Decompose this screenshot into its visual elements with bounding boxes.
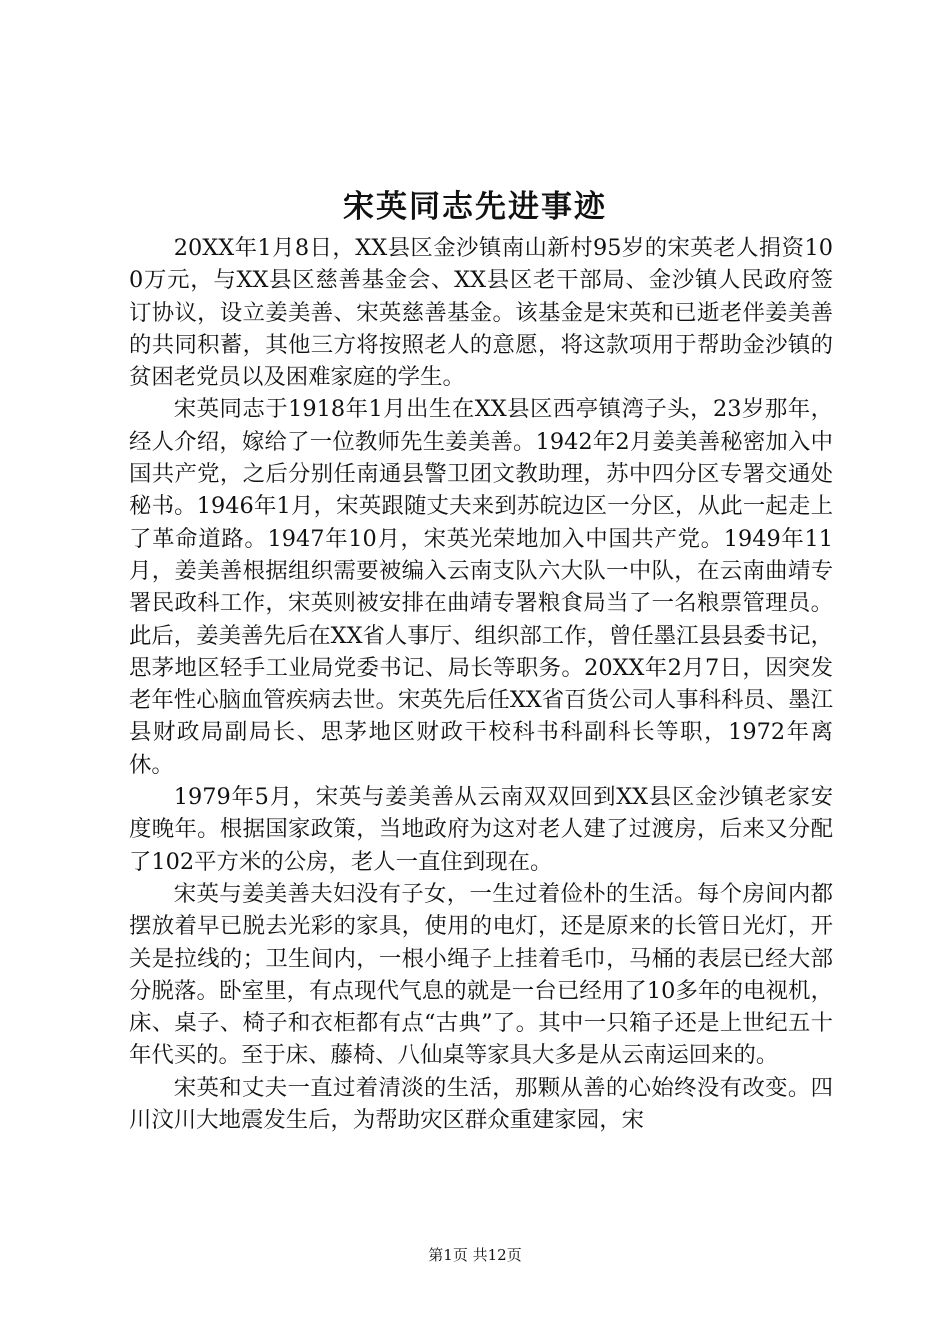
paragraph-3: 1979年5月，宋英与姜美善从云南双双回到XX县区金沙镇老家安度晚年。根据国家政策，当地政府为这对老人建了过渡房，后来又分配了102平方米的公房，老人一直住到现在。 [129,784,833,875]
document-title: 宋英同志先进事迹 [343,189,607,225]
paragraph-4: 宋英与姜美善夫妇没有子女，一生过着俭朴的生活。每个房间内都摆放着早已脱去光彩的家具，使用的电灯，还是原来的长管日光灯，开关是拉线的；卫生间内，一根小绳子上挂着毛巾，马桶的表层已经大部分脱落。卧室里，有点现代气息的就是一台已经用了10多年的电视机，床、桌子、椅子和衣柜都有点“古典”了。其中一只箱子还是上世纪五十年代买的。至于床、藤椅、八仙桌等家具大多是从云南运回来的。 [129,880,833,1069]
paragraph-1: 20XX年1月8日，XX县区金沙镇南山新村95岁的宋英老人捐资100万元，与XX县区慈善基金会、XX县区老干部局、金沙镇人民政府签订协议，设立姜美善、宋英慈善基金。该基金是宋英和已逝老伴姜美善的共同积蓄，其他三方将按照老人的意愿，将这款项用于帮助金沙镇的贫困老党员以及困难家庭的学生。 [129,235,833,391]
page-footer: 第1页 共12页 [428,1246,522,1264]
document-body [129,232,833,1136]
paragraph-2: 宋英同志于1918年1月出生在XX县区西亭镇湾子头，23岁那年，经人介绍，嫁给了一位教师先生姜美善。1942年2月姜美善秘密加入中国共产党，之后分别任南通县警卫团文教助理，苏中四分区专署交通处秘书。1946年1月，宋英跟随丈夫来到苏皖边区一分区，从此一起走上了革命道路。1947年10月，宋英光荣地加入中国共产党。1949年11月，姜美善根据组织需要被编入云南支队六大队一中队，在云南曲靖专署民政科工作，宋英则被安排在曲靖专署粮食局当了一名粮票管理员。此后，姜美善先后在XX省人事厅、组织部工作，曾任墨江县县委书记，思茅地区轻手工业局党委书记、局长等职务。20XX年2月7日，因突发老年性心脑血管疾病去世。宋英先后任XX省百货公司人事科科员、墨江县财政局副局长、思茅地区财政干校科书科副科长等职，1972年离休。 [129,396,833,778]
paragraph-5: 宋英和丈夫一直过着清淡的生活，那颗从善的心始终没有改变。四川汶川大地震发生后，为帮助灾区群众重建家园，宋 [129,1074,833,1134]
